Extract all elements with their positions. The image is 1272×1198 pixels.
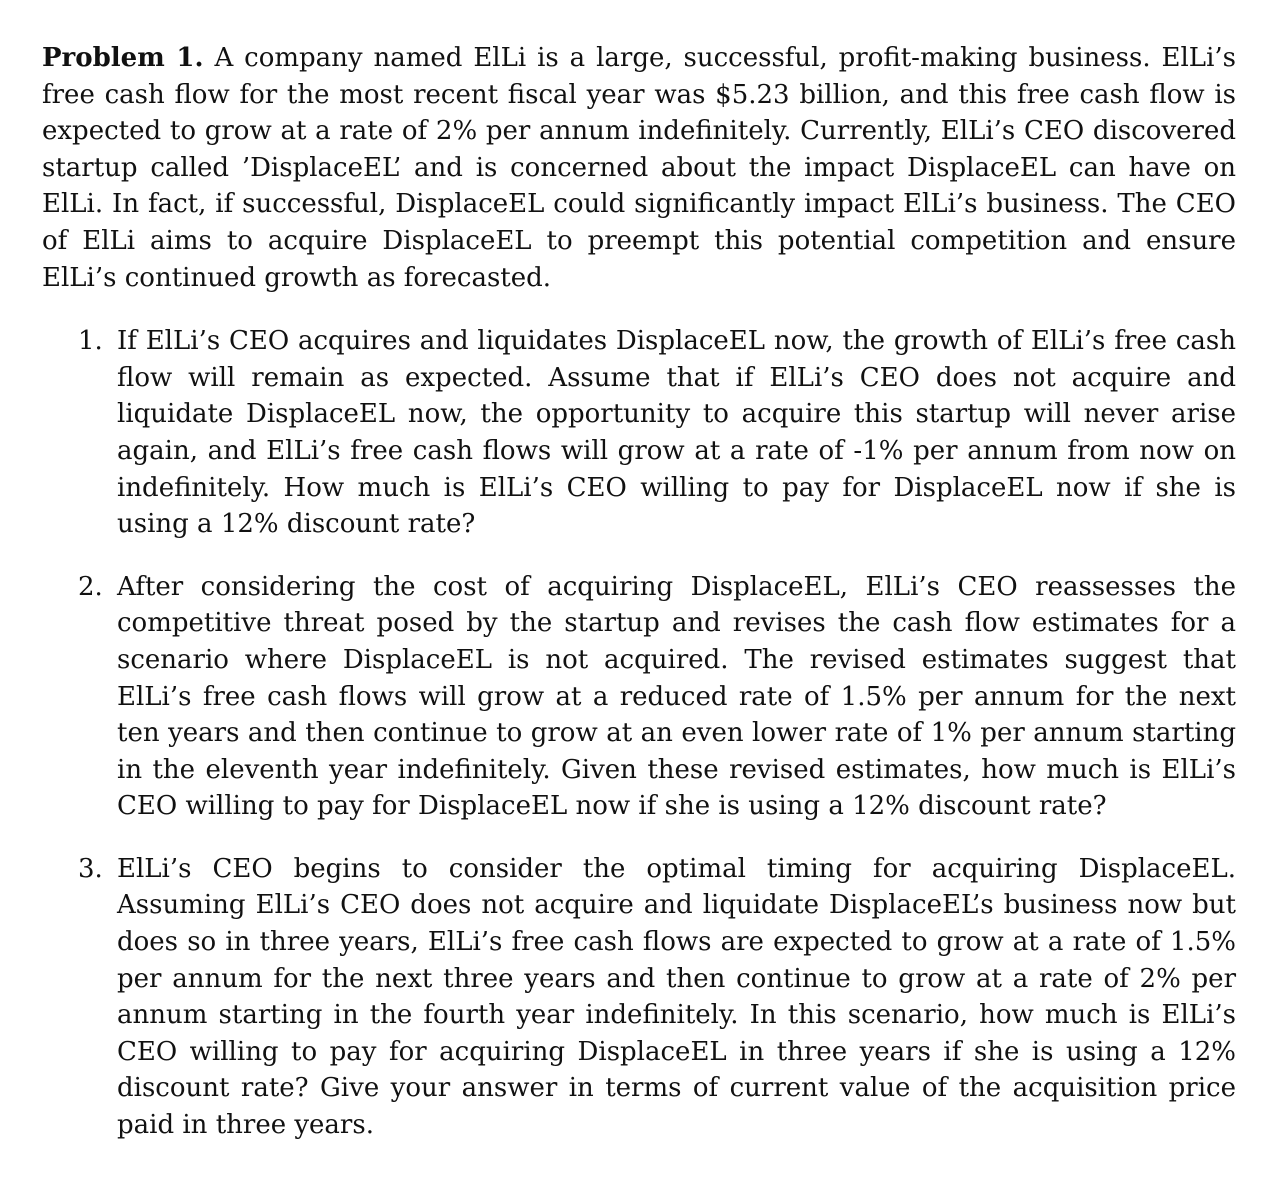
problem-document [42,40,1236,1170]
problem-intro-text: A company named ElLi is a large, successful, profit-making business. ElLi’s free cash flow for the most recent fiscal year was $5.23 billion, and this free cash flow is expected to grow at a rate of 2% per annum indefinitely. Currently, ElLi’s CEO discovered startup called ’DisplaceEL’ and is concerned about the impact DisplaceEL can have on ElLi. In fact, if successful, DisplaceEL could significantly impact ElLi’s business. The CEO of ElLi aims to acquire DisplaceEL to preempt this potential competition and ensure ElLi’s continued growth as forecasted. [42,43,1236,293]
problem-heading: Problem 1. [42,43,204,73]
sub-question-text: ElLi’s CEO begins to consider the optimal timing for acquiring DisplaceEL. Assuming ElLi’s CEO does not acquire and liquidate DisplaceEL’s business now but does so in three years, ElLi’s free cash flows are expected to grow at a rate of 1.5% per annum for the next three years and then continue to grow at a rate of 2% per annum starting in the fourth year indefinitely. In this scenario, how much is ElLi’s CEO willing to pay for acquiring DisplaceEL in three years if she is using a 12% discount rate? Give your answer in terms of current value of the acquisition price paid in three years. [117,853,1236,1141]
sub-question-3 [42,851,1236,1144]
sub-question-number: 1. [78,326,103,357]
sub-question-number: 3. [78,853,103,884]
sub-question-number: 2. [78,571,103,602]
problem-intro [42,40,1236,296]
sub-question-2 [42,569,1236,825]
sub-question-text: If ElLi’s CEO acquires and liquidates DisplaceEL now, the growth of ElLi’s free cash flow will remain as expected. Assume that if ElLi’s CEO does not acquire and liquidate DisplaceEL now, the opportunity to acquire this startup will never arise again, and ElLi’s free cash flows will grow at a rate of -1% per annum from now on indefinitely. How much is ElLi’s CEO willing to pay for DisplaceEL now if she is using a 12% discount rate? [117,326,1236,540]
sub-question-1 [42,323,1236,543]
sub-question-list [42,323,1236,1143]
sub-question-text: After considering the cost of acquiring DisplaceEL, ElLi’s CEO reassesses the competitive threat posed by the startup and revises the cash flow estimates for a scenario where DisplaceEL is not acquired. The revised estimates suggest that ElLi’s free cash flows will grow at a reduced rate of 1.5% per annum for the next ten years and then continue to grow at an even lower rate of 1% per annum starting in the eleventh year indefinitely. Given these revised estimates, how much is ElLi’s CEO willing to pay for DisplaceEL now if she is using a 12% discount rate? [117,571,1236,822]
